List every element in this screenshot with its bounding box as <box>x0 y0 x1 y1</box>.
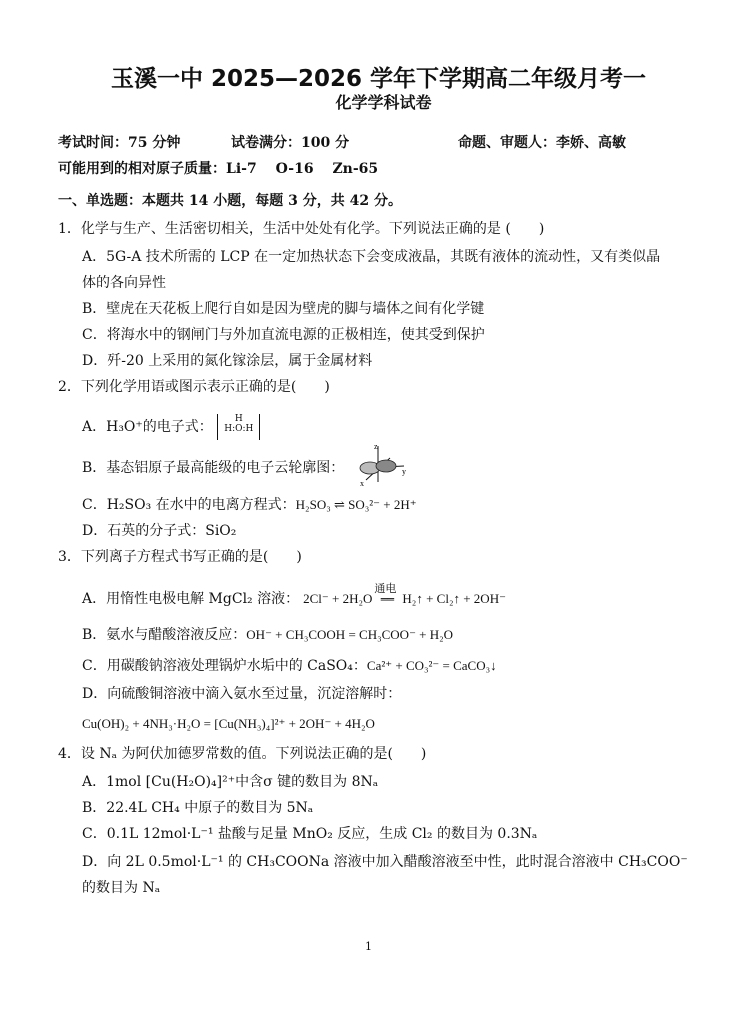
q4-option-a: A．1mol [Cu(H₂O)₄]²⁺中含σ 键的数目为 8Nₐ <box>82 774 379 790</box>
q3-option-c <box>82 655 497 675</box>
q2-option-a-label: A．H₃O⁺的电子式： <box>82 419 213 435</box>
q3-option-c-formula: Ca²⁺ + CO₃²⁻ = CaCO₃↓ <box>366 658 497 673</box>
q2-option-c <box>82 494 417 514</box>
h3o-electron-formula <box>217 414 260 440</box>
h3o-middle: H:O:H <box>224 424 254 434</box>
q4-option-d: D．向 2L 0.5mol·L⁻¹ 的 CH₃COONa 溶液中加入醋酸溶液至中性，此时混合溶液中 CH₃COO⁻ <box>82 854 688 870</box>
q2-option-c-formula: H₂SO₃ ⇌ SO₃²⁻ + 2H⁺ <box>295 497 417 512</box>
q3-option-a-label: A．用惰性电极电解 MgCl₂ 溶液： <box>82 591 300 607</box>
q3-option-a <box>82 582 506 608</box>
q2-option-a <box>82 414 260 440</box>
q3-option-c-label: C．用碳酸钠溶液处理锅炉水垢中的 CaSO₄： <box>82 658 367 674</box>
q1-stem: 1．化学与生产、生活密切相关，生活中处处有化学。下列说法正确的是 ( ) <box>58 221 545 237</box>
axis-y-label: y <box>402 467 406 476</box>
exam-score: 试卷满分：100 分 <box>231 135 350 151</box>
q3-stem: 3．下列离子方程式书写正确的是( ) <box>58 549 302 565</box>
exam-authors: 命题、审题人：李娇、高敏 <box>458 135 626 151</box>
orbital-lobe-right <box>376 460 396 472</box>
q1-option-a-cont: 体的各向异性 <box>82 275 166 291</box>
page-number: 1 <box>365 940 372 953</box>
q3-option-b-formula: OH⁻ + CH₃COOH = CH₃COO⁻ + H₂O <box>246 627 454 642</box>
q4-option-c: C．0.1L 12mol·L⁻¹ 盐酸与足量 MnO₂ 反应，生成 Cl₂ 的数目为 0.3Nₐ <box>82 826 538 842</box>
exam-time: 考试时间：75 分钟 <box>58 135 181 151</box>
axis-x-label: x <box>360 479 364 488</box>
q4-stem: 4．设 Nₐ 为阿伏加德罗常数的值。下列说法正确的是( ) <box>58 746 427 762</box>
exam-subtitle: 化学学科试卷 <box>335 93 432 112</box>
q4-option-d-cont: 的数目为 Nₐ <box>82 880 161 896</box>
q1-option-a: A．5G-A 技术所需的 LCP 在一定加热状态下会变成液晶，其既有液体的流动性，又有类似晶 <box>82 249 661 265</box>
q2-option-d: D．石英的分子式：SiO₂ <box>82 523 237 539</box>
q3-option-a-reactants: 2Cl⁻ + 2H₂O <box>303 591 373 606</box>
q1-option-c: C．将海水中的钢闸门与外加直流电源的正极相连，使其受到保护 <box>82 327 485 343</box>
q2-option-b: B．基态铝原子最高能级的电子云轮廓图： <box>82 460 345 476</box>
q3-option-a-condition: 通电 ══ <box>374 582 397 606</box>
q4-option-b: B．22.4L CH₄ 中原子的数目为 5Nₐ <box>82 800 314 816</box>
q3-option-b-label: B．氨水与醋酸溶液反应： <box>82 627 247 643</box>
q3-option-b <box>82 624 453 644</box>
exam-title: 玉溪一中 2025—2026 学年下学期高二年级月考一 <box>110 66 647 92</box>
condition-label: 通电 <box>374 582 397 595</box>
q2-option-c-label: C．H₂SO₃ 在水中的电离方程式： <box>82 497 296 513</box>
q1-option-d: D．歼-20 上采用的氮化镓涂层，属于金属材料 <box>82 353 373 369</box>
q3-option-d: D．向硫酸铜溶液中滴入氨水至过量，沉淀溶解时： <box>82 686 402 702</box>
q1-option-b: B．壁虎在天花板上爬行自如是因为壁虎的脚与墙体之间有化学键 <box>82 301 485 317</box>
axis-z-label: z <box>374 442 378 451</box>
atomic-masses: 可能用到的相对原子质量：Li-7 O-16 Zn-65 <box>58 161 379 177</box>
q3-option-d-formula: Cu(OH)₂ + 4NH₃·H₂O = [Cu(NH₃)₄]²⁺ + 2OH⁻ + 4H₂O <box>82 716 375 731</box>
p-orbital-diagram <box>356 440 412 488</box>
section-heading: 一、单选题：本题共 14 小题，每题 3 分，共 42 分。 <box>58 193 402 209</box>
q2-stem: 2．下列化学用语或图示表示正确的是( ) <box>58 379 330 395</box>
h3o-top-h: H <box>234 414 243 424</box>
q3-option-a-products: H₂↑ + Cl₂↑ + 2OH⁻ <box>402 591 506 606</box>
